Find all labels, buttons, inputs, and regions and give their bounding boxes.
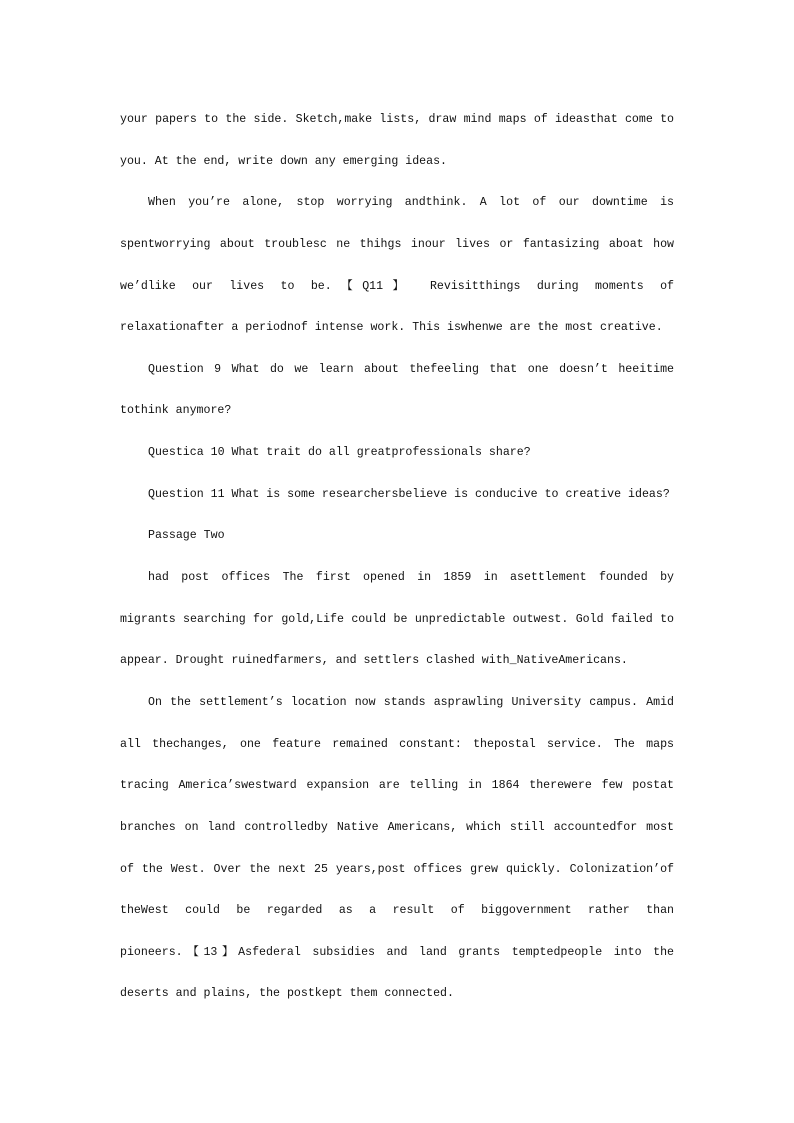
question-11 — [120, 474, 674, 516]
paragraph — [120, 99, 674, 182]
document-page — [120, 99, 674, 1015]
text-line: Question 9 What do we learn about thefeeling that one doesn’t heeitime — [148, 362, 674, 376]
text-line: pioneers.【13】Asfederal subsidies and land grants temptedpeople into the — [120, 945, 674, 959]
text-line: you. At the end, write down any emerging ideas. — [120, 154, 447, 168]
text-line: tracing America’swestward expansion are telling in 1864 therewere few postat — [120, 779, 674, 793]
text-line: On the settlement’s location now stands asprawling University campus. Amid — [148, 695, 674, 709]
paragraph — [120, 182, 674, 349]
text-line: branches on land controlledby Native Americans, which still accountedfor most — [120, 820, 674, 834]
text-line: your papers to the side. Sketch,make lists, draw mind maps of ideasthat come to — [120, 113, 674, 126]
section-heading — [120, 515, 674, 557]
question-10 — [120, 432, 674, 474]
text-line: Question 11 What is some researchersbelieve is conducive to creative ideas? — [148, 487, 670, 501]
paragraph — [120, 682, 674, 1015]
text-line: migrants searching for gold,Life could be unpredictable outwest. Gold failed to — [120, 612, 674, 626]
question-9 — [120, 349, 674, 432]
text-line: appear. Drought ruinedfarmers, and settlers clashed with_NativeAmericans. — [120, 654, 628, 668]
text-line: we’dlike our lives to be.【Q11】 Revisitthings during moments of — [120, 279, 674, 293]
text-line: had post offices The first opened in 1859 in asettlement founded by — [148, 571, 674, 585]
paragraph — [120, 557, 674, 682]
text-line: tothink anymore? — [120, 404, 232, 418]
text-line: all thechanges, one feature remained constant: thepostal service. The maps — [120, 737, 674, 751]
text-line: of the West. Over the next 25 years,post offices grew quickly. Colonization’of — [120, 862, 674, 876]
text-line: Passage Two — [148, 529, 225, 543]
text-line: spentworrying about troublesc ne thihgs inour lives or fantasizing aboat how — [120, 237, 674, 251]
text-line: deserts and plains, the postkept them connected. — [120, 987, 454, 1001]
text-line: Questica 10 What trait do all greatprofessionals share? — [148, 446, 531, 460]
text-line: relaxationafter a periodnof intense work. This iswhenwe are the most creative. — [120, 321, 663, 335]
text-line: When you’re alone, stop worrying andthink. A lot of our downtime is — [148, 196, 674, 210]
text-line: theWest could be regarded as a result of biggovernment rather than — [120, 904, 674, 918]
